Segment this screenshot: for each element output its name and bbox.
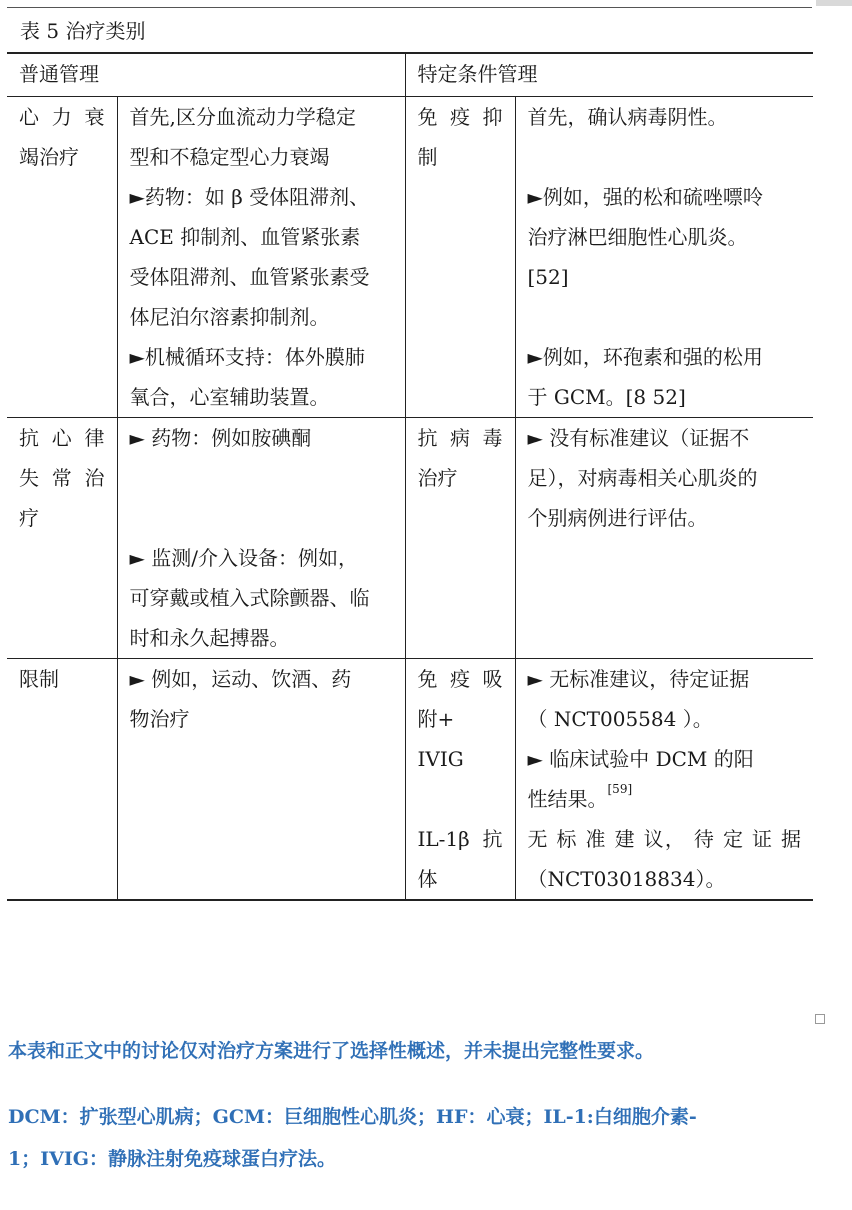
table-header-row: [7, 53, 813, 97]
cell-line: ► 无标准建议，待定证据: [527, 667, 750, 691]
cell-line: ► 没有标准建议（证据不: [527, 426, 750, 450]
cell-line: 抗 心 律: [19, 426, 105, 450]
note-line-1: 本表和正文中的讨论仅对治疗方案进行了选择性概述，并未提出完整性要求。: [8, 1040, 655, 1062]
cell-line: 于 GCM。[8 52]: [527, 385, 686, 409]
table-row: [7, 659, 813, 820]
cell-line: 治疗: [417, 466, 458, 490]
cell-line: 制: [417, 145, 438, 169]
cell-line: （ NCT005584 ）。: [527, 707, 713, 731]
table-caption: 表 5 治疗类别: [20, 19, 146, 43]
specific-category-cell: [405, 97, 515, 418]
cell-line: 时和永久起搏器。: [129, 626, 290, 650]
treatment-table: [7, 52, 813, 901]
cell-line: 首先,区分血流动力学稳定: [129, 105, 356, 129]
category-cell: [7, 418, 117, 659]
cell-line: ►例如，强的松和硫唑嘌呤: [527, 185, 763, 209]
resize-handle-icon: [815, 1014, 825, 1024]
cell-line: ►药物：如 β 受体阻滞剂、: [129, 185, 370, 209]
specific-cell: [515, 819, 813, 900]
cell-line: 心 力 衰: [19, 105, 105, 129]
cell-line: ► 临床试验中 DCM 的阳: [527, 747, 754, 771]
specific-cell: [515, 97, 813, 418]
cell-line: 免 疫 吸: [417, 667, 503, 691]
cell-line: ►例如，环孢素和强的松用: [527, 345, 763, 369]
general-cell: [117, 97, 405, 418]
cell-line: 可穿戴或植入式除颤器、临: [129, 586, 370, 610]
specific-category-cell: [405, 819, 515, 900]
cell-line: 受体阻滞剂、血管紧张素受: [129, 265, 370, 289]
header-specific: 特定条件管理: [405, 53, 813, 97]
specific-category-cell: [405, 659, 515, 820]
cell-text: 性结果。: [527, 787, 608, 811]
cell-line: IVIG: [417, 747, 464, 771]
cell-line: 物治疗: [129, 707, 190, 731]
note-line-3: 1；IVIG：静脉注射免疫球蛋白疗法。: [8, 1148, 336, 1170]
category-cell: [7, 659, 117, 901]
cell-line: [528, 779, 802, 819]
cell-line: 首先，确认病毒阴性。: [527, 105, 728, 129]
cell-line: （NCT03018834）。: [527, 867, 726, 891]
specific-cell: [515, 418, 813, 659]
cell-line: 失 常 治: [19, 466, 105, 490]
cell-line: 足），对病毒相关心肌炎的: [527, 466, 758, 490]
cell-line: 附+: [417, 707, 455, 731]
cell-line: ► 药物：例如胺碘酮: [129, 426, 312, 450]
cell-line: 限制: [19, 667, 59, 691]
page-corner-mark: [816, 0, 852, 6]
cell-line: 疗: [19, 506, 39, 530]
cell-line: [52]: [527, 265, 569, 289]
table-row: [7, 418, 813, 659]
general-cell: [117, 659, 405, 901]
general-cell: [117, 418, 405, 659]
category-cell: [7, 97, 117, 418]
header-general: 普通管理: [7, 53, 405, 97]
cell-line: IL-1β 抗: [417, 827, 503, 851]
cell-line: 个别病例进行评估。: [527, 506, 708, 530]
specific-cell: [515, 659, 813, 820]
cell-line: 免 疫 抑: [417, 105, 503, 129]
cell-line: ► 例如，运动、饮酒、药: [129, 667, 352, 691]
table-row: [7, 97, 813, 418]
top-rule: [7, 7, 812, 8]
specific-category-cell: [405, 418, 515, 659]
cell-line: 治疗淋巴细胞性心肌炎。: [527, 225, 748, 249]
cell-line: 型和不稳定型心力衰竭: [129, 145, 330, 169]
citation: [59]: [607, 782, 633, 796]
cell-line: 无 标 准 建 议， 待 定 证 据: [527, 827, 801, 851]
cell-line: ►机械循环支持：体外膜肺: [129, 345, 365, 369]
cell-line: ACE 抑制剂、血管紧张素: [129, 225, 361, 249]
note-line-2: DCM：扩张型心肌病；GCM：巨细胞性心肌炎；HF：心衰；IL-1:白细胞介素-: [8, 1106, 697, 1128]
cell-line: 氧合，心室辅助装置。: [129, 385, 330, 409]
cell-line: 体: [417, 867, 438, 891]
cell-line: 体尼泊尔溶素抑制剂。: [129, 305, 330, 329]
cell-line: 抗 病 毒: [417, 426, 503, 450]
cell-line: 竭治疗: [19, 145, 79, 169]
cell-line: ► 监测/介入设备：例如，: [129, 546, 358, 570]
